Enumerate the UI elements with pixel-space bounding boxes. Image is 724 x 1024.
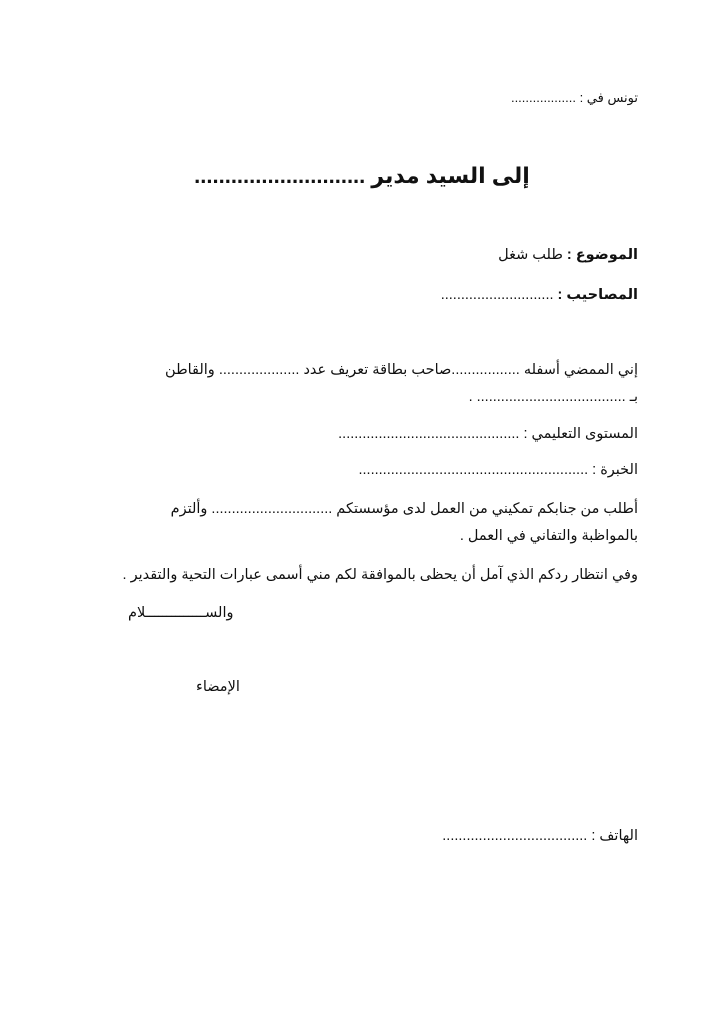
education-line: المستوى التعليمي : ............................................. [338, 426, 638, 442]
request-line-1: أطلب من جنابكم تمكيني من العمل لدى مؤسستكم .............................. وألتزم [170, 501, 638, 517]
intro-line-1: إني الممضي أسفله .................صاحب بطاقة تعريف عدد .................... والقاطن [165, 362, 638, 378]
letter-heading: إلى السيد مدير ............................ [194, 163, 530, 188]
attachments-value: ............................ [440, 287, 554, 303]
closing-line: وفي انتظار ردكم الذي آمل أن يحظى بالموافقة لكم مني أسمى عبارات التحية والتقدير . [122, 567, 638, 583]
attachments-label: المصاحيب : [557, 287, 638, 303]
subject-label: الموضوع : [566, 247, 638, 263]
salutation-line: والســــــــــــــلام [128, 605, 234, 621]
date-line: تونس في : .................. [510, 90, 638, 105]
subject-line [498, 246, 638, 264]
intro-line-2: بـ ..................................... . [468, 389, 638, 405]
phone-line: الهاتف : .................................... [442, 828, 638, 844]
attachments-line [441, 286, 638, 304]
subject-value: طلب شغل [498, 247, 563, 263]
request-line-2: بالمواظبة والتفاني في العمل . [459, 528, 638, 544]
experience-line: الخبرة : ......................................................... [358, 462, 638, 478]
signature-label: الإمضاء [196, 679, 240, 695]
